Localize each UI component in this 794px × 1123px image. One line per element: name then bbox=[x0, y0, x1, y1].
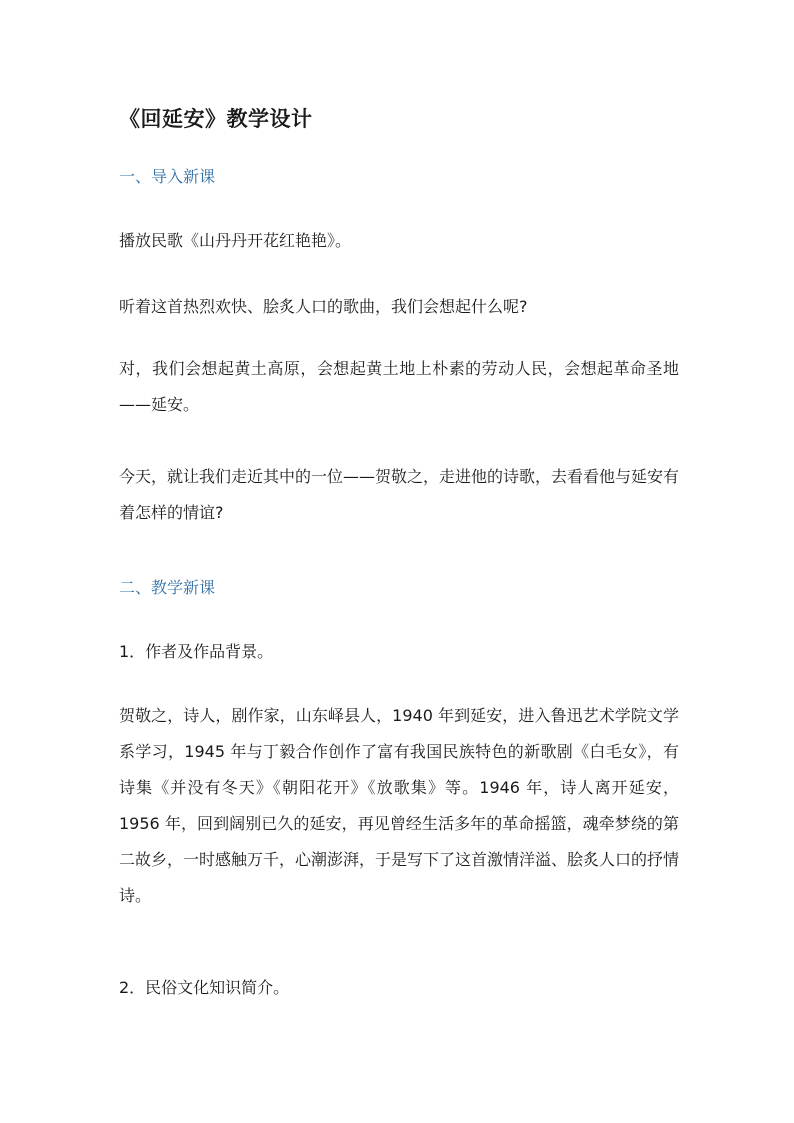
paragraph-play-song: 播放民歌《山丹丹开花红艳艳》。 bbox=[119, 231, 352, 250]
paragraph-question: 听着这首热烈欢快、脍炙人口的歌曲，我们会想起什么呢? bbox=[119, 297, 528, 316]
section-heading-intro: 一、导入新课 bbox=[119, 167, 216, 186]
paragraph-today: 今天，就让我们走近其中的一位——贺敬之，走进他的诗歌，去看看他与延安有着怎样的情谊? bbox=[119, 467, 680, 522]
document-title: 《回延安》教学设计 bbox=[119, 107, 313, 131]
paragraph-answer: 对，我们会想起黄土高原，会想起黄土地上朴素的劳动人民，会想起革命圣地——延安。 bbox=[119, 359, 679, 414]
section-heading-teaching: 二、教学新课 bbox=[119, 578, 216, 597]
paragraph-author-background: 贺敬之，诗人，剧作家，山东峄县人，1940 年到延安，进入鲁迅艺术学院文学系学习，1945 年与丁毅合作创作了富有我国民族特色的新歌剧《白毛女》，有诗集《并没有冬天》《朝阳花开》《放歌集》等。1946 年，诗人离开延安，1956 年，回到阔别已久的延安，再见曾经生活多年的革命摇篮，魂牵梦绕的第二故乡，一时感触万千，心潮澎湃，于是写下了这首激情洋溢、脍炙人口的抒情诗。 bbox=[119, 706, 680, 905]
paragraph-folk-culture-heading: 2．民俗文化知识简介。 bbox=[119, 978, 290, 997]
paragraph-author-background-heading: 1．作者及作品背景。 bbox=[119, 642, 274, 661]
